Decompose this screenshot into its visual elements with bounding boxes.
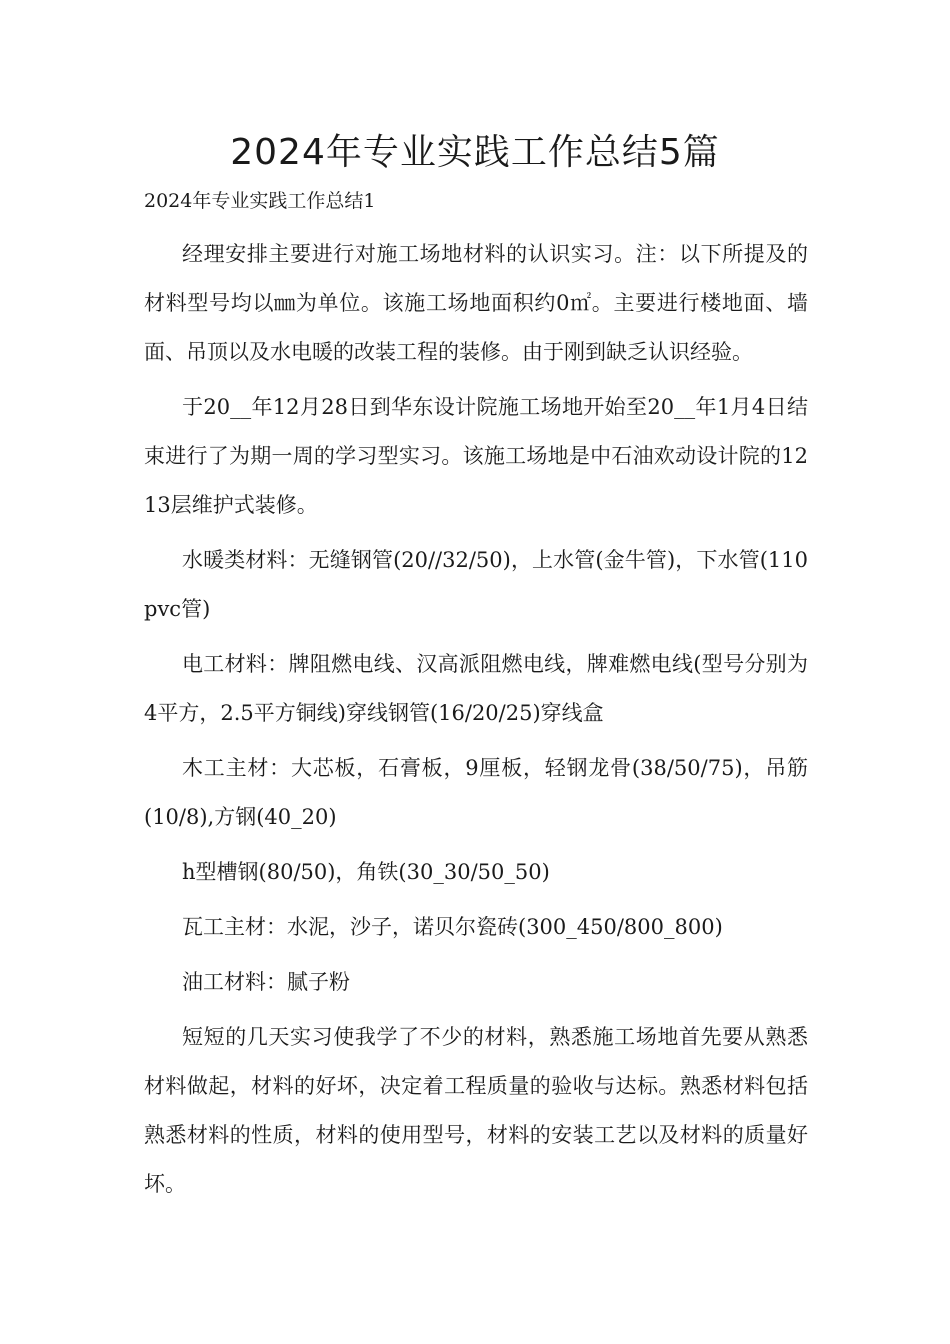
paragraph: 木工主材：大芯板，石膏板，9厘板，轻钢龙骨(38/50/75)，吊筋(10/8),方钢(40_20) (144, 756, 808, 829)
paragraph: 水暖类材料：无缝钢管(20//32/50)，上水管(金牛管)，下水管(110pvc管) (144, 548, 808, 621)
paragraph: 经理安排主要进行对施工场地材料的认识实习。注：以下所提及的材料型号均以㎜为单位。该施工场地面积约0㎡。主要进行楼地面、墙面、吊顶以及水电暖的改装工程的装修。由于刚到缺乏认识经验。 (144, 242, 808, 364)
paragraph: 于20__年12月28日到华东设计院施工场地开始至20__年1月4日结束进行了为期一周的学习型实习。该施工场地是中石油欢动设计院的1213层维护式装修。 (144, 395, 808, 517)
paragraph: 油工材料：腻子粉 (182, 970, 350, 994)
paragraph: 短短的几天实习使我学了不少的材料，熟悉施工场地首先要从熟悉材料做起，材料的好坏，决定着工程质量的验收与达标。熟悉材料包括熟悉材料的性质，材料的使用型号，材料的安装工艺以及材料的质量好坏。 (144, 1025, 808, 1196)
paragraph: h型槽钢(80/50)，角铁(30_30/50_50) (182, 860, 550, 884)
document-body (144, 230, 808, 1215)
paragraph: 电工材料：牌阻燃电线、汉高派阻燃电线，牌难燃电线(型号分别为4平方，2.5平方铜线)穿线钢管(16/20/25)穿线盒 (144, 652, 808, 725)
section-heading: 2024年专业实践工作总结1 (144, 190, 376, 212)
document-title: 2024年专业实践工作总结5篇 (230, 132, 720, 173)
paragraph: 瓦工主材：水泥，沙子，诺贝尔瓷砖(300_450/800_800) (182, 915, 723, 939)
